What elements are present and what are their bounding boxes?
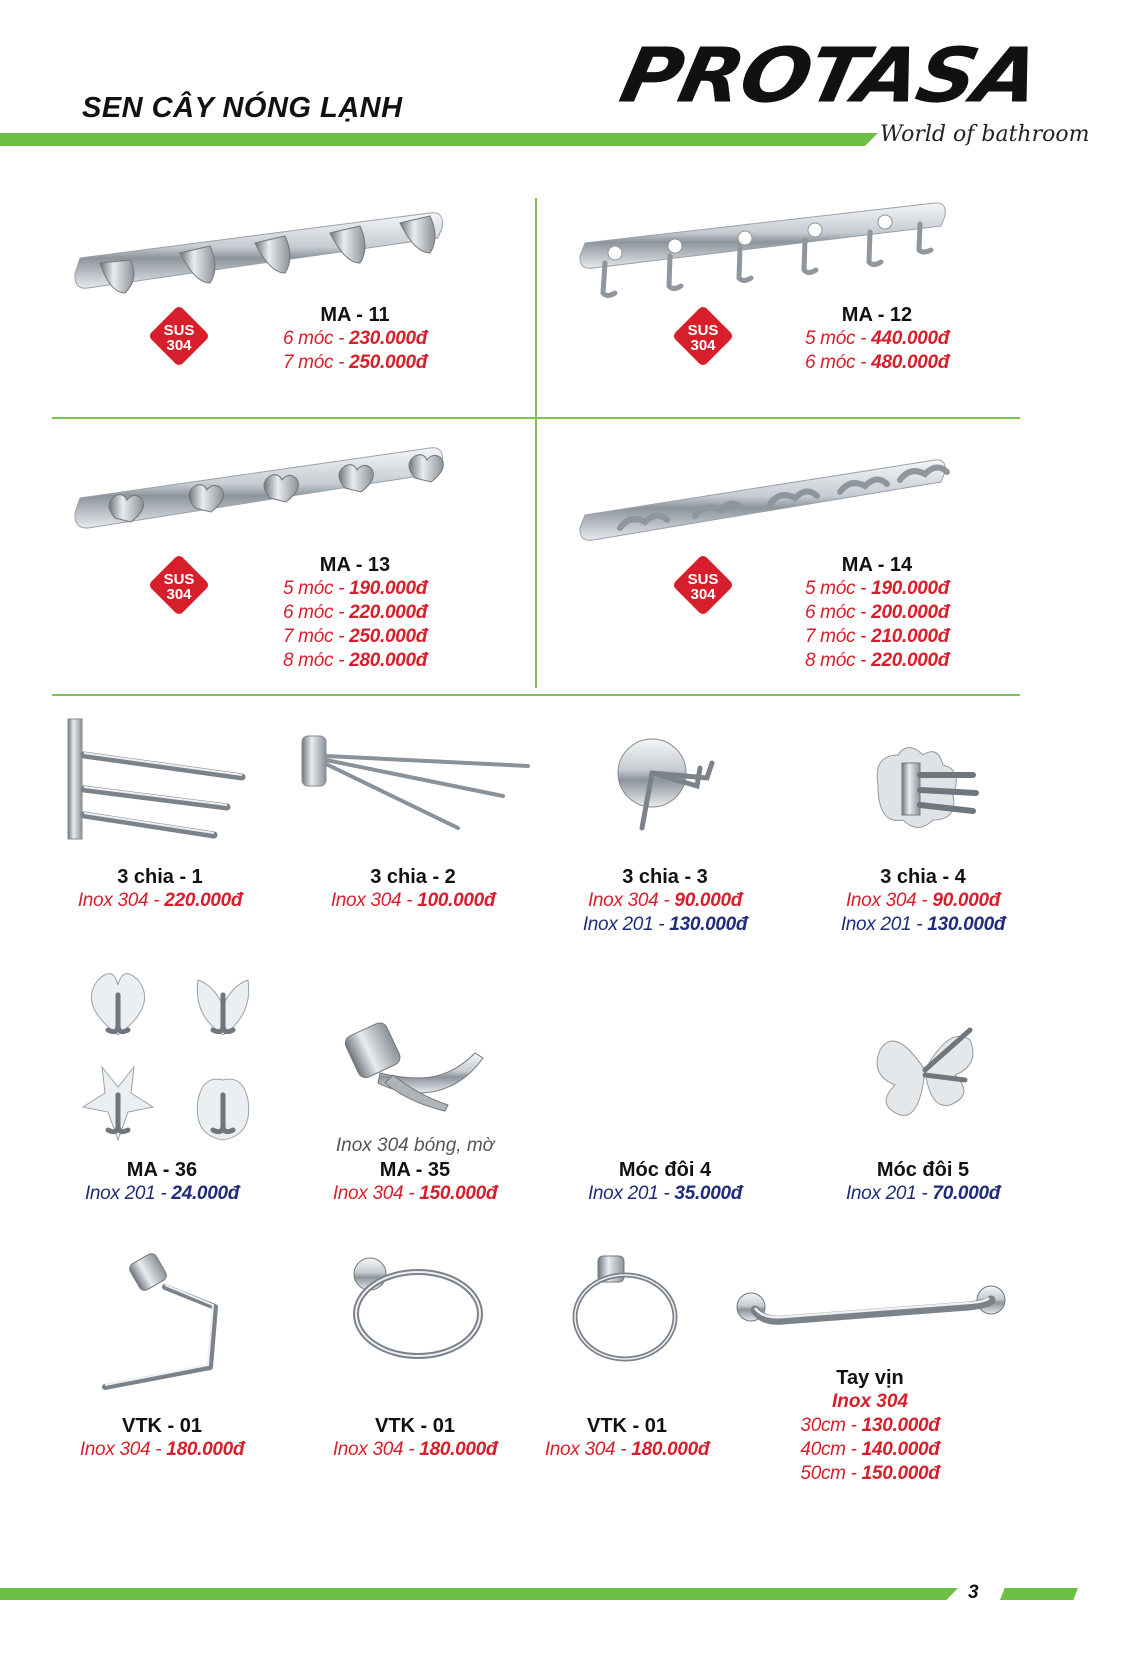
- ma-11-image: [70, 198, 450, 308]
- product-name: MA - 12: [841, 304, 913, 326]
- price-line: 5 móc - 190.000đ: [804, 578, 950, 599]
- product-name: MA - 14: [841, 554, 913, 576]
- product-name: 3 chia - 4: [880, 866, 966, 888]
- vtk-01-caption: [62, 1414, 262, 1462]
- 3-chia-2-caption: [313, 865, 513, 913]
- product-name: VTK - 01: [374, 1415, 456, 1437]
- svg-text:304: 304: [166, 337, 192, 354]
- svg-text:304: 304: [690, 586, 716, 603]
- header-divider: [0, 133, 878, 146]
- price-line: 40cm - 140.000đ: [800, 1439, 940, 1460]
- price-line: 6 móc - 200.000đ: [804, 602, 950, 623]
- price-line: 6 móc - 480.000đ: [804, 352, 950, 373]
- ma-13-image: [70, 433, 450, 543]
- brand-name: PROTASA: [612, 32, 1047, 121]
- ma-12-image: [575, 178, 955, 308]
- price-line: Inox 304 - 90.000đ: [587, 890, 743, 911]
- towel-rack-3-chia-4-image: [868, 735, 988, 835]
- ma-35-caption: [300, 1134, 530, 1206]
- product-name: Móc đôi 5: [876, 1159, 970, 1181]
- vtk-01-ring-image: [570, 1252, 690, 1367]
- svg-text:SUS: SUS: [163, 571, 195, 588]
- towel-rack-3-chia-1-image: [62, 715, 252, 845]
- vtk-01-towel-holder-image: [95, 1252, 230, 1397]
- price-line: 50cm - 150.000đ: [800, 1463, 940, 1484]
- price-line: 6 móc - 220.000đ: [282, 602, 428, 623]
- product-name: VTK - 01: [121, 1415, 203, 1437]
- price-line: 5 móc - 190.000đ: [282, 578, 428, 599]
- sus-304-badge: [148, 554, 210, 616]
- ma-36-image: [78, 965, 278, 1145]
- vtk-01-caption: [315, 1414, 515, 1462]
- product-name: MA - 11: [320, 304, 390, 326]
- product-note: Inox 304 bóng, mờ: [335, 1135, 495, 1156]
- price-line: Inox 201 - 35.000đ: [587, 1183, 743, 1204]
- product-name: 3 chia - 3: [622, 866, 708, 888]
- price-line: 7 móc - 250.000đ: [282, 352, 428, 373]
- price-line: 7 móc - 250.000đ: [282, 626, 428, 647]
- brand-tagline: World of bathroom: [880, 122, 1090, 147]
- tay-vin-caption: [770, 1366, 970, 1486]
- grid-horizontal-divider-1: [52, 417, 1020, 419]
- product-name: MA - 13: [319, 554, 391, 576]
- price-line: 8 móc - 280.000đ: [282, 650, 428, 671]
- grid-vertical-divider: [535, 198, 537, 688]
- sus-304-badge: [672, 554, 734, 616]
- svg-text:304: 304: [166, 586, 192, 603]
- vtk-01-caption: [527, 1414, 727, 1462]
- ma-36-caption: [62, 1158, 262, 1206]
- product-name: MA - 36: [126, 1159, 198, 1181]
- svg-text:304: 304: [690, 337, 716, 354]
- price-line: Inox 304 - 180.000đ: [79, 1439, 245, 1460]
- price-line: Inox 201 - 70.000đ: [845, 1183, 1001, 1204]
- product-name: 3 chia - 1: [117, 866, 203, 888]
- price-line: 7 móc - 210.000đ: [804, 626, 950, 647]
- sus-304-badge: [148, 305, 210, 367]
- price-line: Inox 304 - 180.000đ: [544, 1439, 710, 1460]
- price-line: Inox 201 - 130.000đ: [840, 914, 1006, 935]
- ma-11-caption: [255, 303, 455, 375]
- 3-chia-3-caption: [565, 865, 765, 937]
- price-line: Inox 304 - 150.000đ: [332, 1183, 498, 1204]
- moc-doi-5-image: [870, 1015, 985, 1120]
- ma-35-image: [340, 1018, 490, 1113]
- product-name: VTK - 01: [586, 1415, 668, 1437]
- product-name: MA - 35: [379, 1159, 451, 1181]
- page-title: SEN CÂY NÓNG LẠNH: [82, 92, 403, 124]
- price-line: Inox 304 - 180.000đ: [332, 1439, 498, 1460]
- grid-horizontal-divider-2: [52, 694, 1020, 696]
- ma-14-image: [575, 440, 955, 550]
- ma-14-caption: [777, 553, 977, 673]
- moc-doi-4-caption: [565, 1158, 765, 1206]
- towel-rack-3-chia-2-image: [298, 728, 538, 838]
- price-line: 6 móc - 230.000đ: [282, 328, 428, 349]
- tay-vin-grab-bar-image: [733, 1282, 1008, 1342]
- ma-13-caption: [255, 553, 455, 673]
- price-line: Inox 304 - 220.000đ: [77, 890, 243, 911]
- page-number: 3: [968, 1582, 979, 1603]
- product-name: 3 chia - 2: [370, 866, 456, 888]
- sus-304-badge: [672, 305, 734, 367]
- svg-text:SUS: SUS: [163, 322, 195, 339]
- price-line: 5 móc - 440.000đ: [804, 328, 950, 349]
- 3-chia-4-caption: [823, 865, 1023, 937]
- price-line: Inox 201 - 24.000đ: [84, 1183, 240, 1204]
- svg-text:SUS: SUS: [687, 571, 719, 588]
- product-name: Móc đôi 4: [618, 1159, 712, 1181]
- brand-logo: [612, 32, 1080, 121]
- price-line: Inox 304 - 90.000đ: [845, 890, 1001, 911]
- product-material: Inox 304: [831, 1391, 909, 1412]
- price-line: Inox 304 - 100.000đ: [330, 890, 496, 911]
- price-line: Inox 201 - 130.000đ: [582, 914, 748, 935]
- price-line: 8 móc - 220.000đ: [804, 650, 950, 671]
- footer-divider-end: [1000, 1588, 1078, 1600]
- product-name: Tay vịn: [836, 1367, 904, 1389]
- 3-chia-1-caption: [60, 865, 260, 913]
- moc-doi-5-caption: [823, 1158, 1023, 1206]
- ma-12-caption: [777, 303, 977, 375]
- price-line: 30cm - 130.000đ: [800, 1415, 940, 1436]
- towel-rack-3-chia-3-image: [612, 728, 732, 838]
- vtk-01-ring-image: [348, 1252, 488, 1362]
- svg-text:SUS: SUS: [687, 322, 719, 339]
- footer-divider: [0, 1588, 958, 1600]
